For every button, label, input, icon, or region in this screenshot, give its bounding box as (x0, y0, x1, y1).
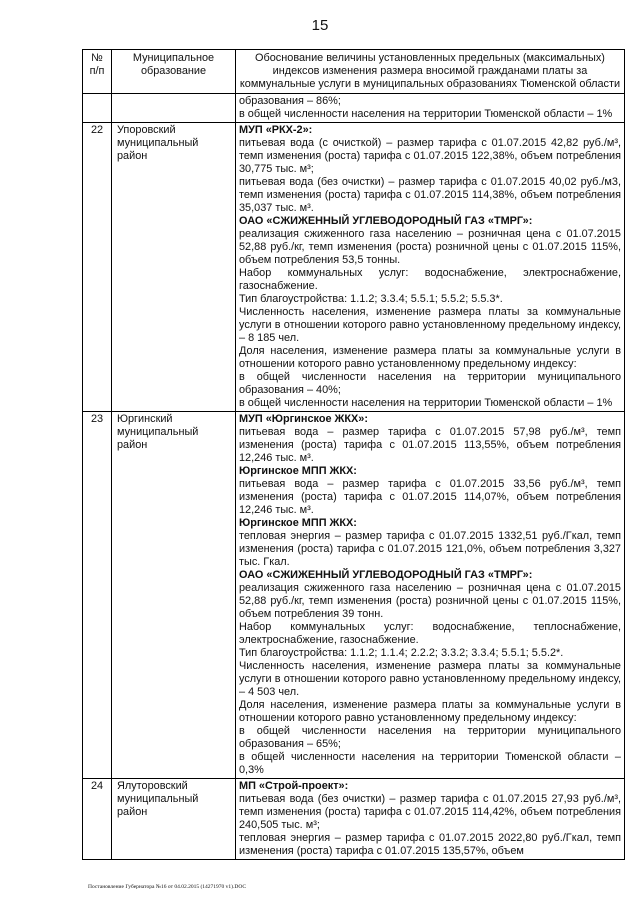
continuation-num (83, 94, 112, 123)
organization-heading: МУП «РКХ-2»: (239, 124, 313, 136)
justification-line: Набор коммунальных услуг: водоснабжение, теплоснабжение, электроснабжение, газоснабжение. (239, 621, 621, 646)
justification-line: питьевая вода – размер тарифа с 01.07.2015 33,56 руб./м³, темп изменения (роста) тарифа с 01.07.2015 114,07%, объем потребления 12,246 тыс. м³. (239, 478, 621, 516)
justification-line: Численность населения, изменение размера платы за коммунальные услуги в отношении которого равно установленному предельному индексу, – 8 185 чел. (239, 306, 621, 344)
justification-line: питьевая вода – размер тарифа с 01.07.2015 57,98 руб./м³, темп изменения (роста) тарифа с 01.07.2015 113,55%, объем потребления 12,246 тыс. м³. (239, 426, 621, 464)
justification-line: питьевая вода (без очистки) – размер тарифа с 01.07.2015 40,02 руб./м3, темп изменения (роста) тарифа с 01.07.2015 114,38%, объем потребления 35,037 тыс. м³. (239, 176, 621, 214)
justification-line: Численность населения, изменение размера платы за коммунальные услуги в отношении которого равно установленному предельному индексу, – 4 503 чел. (239, 660, 621, 698)
justification-cell (236, 123, 625, 412)
table-row (83, 123, 625, 412)
continuation-row (83, 94, 625, 123)
header-num-label: № п/п (89, 52, 105, 77)
justification-line: в общей численности населения на территории Тюменской области – 1% (239, 397, 613, 409)
header-municipality-label: Муниципальное образование (132, 52, 215, 77)
justification-line: Набор коммунальных услуг: водоснабжение, электроснабжение, газоснабжение. (239, 267, 621, 292)
organization-heading: МУП «Юргинское ЖКХ»: (239, 413, 368, 425)
justification-line: реализация сжиженного газа населению – розничная цена с 01.07.2015 52,88 руб./кг, темп изменения (роста) розничной цены с 01.07.2015 115%, объем потребления 39 тонн. (239, 582, 621, 620)
header-municipality (112, 50, 236, 94)
table-row (83, 412, 625, 779)
justification-line: в общей численности населения на территории муниципального образования – 65%; (239, 725, 621, 750)
continuation-municipality (112, 94, 236, 123)
organization-heading: МП «Строй-проект»: (239, 780, 349, 792)
tariff-justification-table (82, 49, 625, 860)
justification-line: Тип благоустройства: 1.1.2; 1.1.4; 2.2.2; 3.3.2; 3.3.4; 5.5.1; 5.5.2*. (239, 647, 564, 659)
justification-line: тепловая энергия – размер тарифа с 01.07.2015 1332,51 руб./Гкал, темп изменения (роста) тарифа с 01.07.2015 121,0%, объем потребления 3,327 тыс. Гкал. (239, 530, 621, 568)
row-number: 22 (83, 123, 112, 412)
continuation-line: образования – 86%; (239, 95, 341, 107)
justification-line: тепловая энергия – размер тарифа с 01.07.2015 2022,80 руб./Гкал, темп изменения (роста) тарифа с 01.07.2015 135,57%, объем (239, 832, 621, 857)
justification-cell (236, 779, 625, 860)
page-number: 15 (311, 17, 329, 34)
organization-heading: ОАО «СЖИЖЕННЫЙ УГЛЕВОДОРОДНЫЙ ГАЗ «ТМРГ»: (239, 215, 533, 227)
continuation-justification (236, 94, 625, 123)
justification-line: Доля населения, изменение размера платы за коммунальные услуги в отношении которого равно установленному предельному индексу: (239, 699, 621, 724)
organization-heading: Юргинское МПП ЖКХ: (239, 465, 357, 477)
justification-line: в общей численности населения на территории муниципального образования – 40%; (239, 371, 621, 396)
municipality-name: Ялуторовский муниципальный район (112, 779, 236, 860)
table-header-row (83, 50, 625, 94)
header-num (83, 50, 112, 94)
continuation-line: в общей численности населения на территории Тюменской области – 1% (239, 108, 613, 120)
justification-cell (236, 412, 625, 779)
justification-line: реализация сжиженного газа населению – розничная цена с 01.07.2015 52,88 руб./кг, темп изменения (роста) розничной цены с 01.07.2015 115%, объем потребления 53,5 тонны. (239, 228, 621, 266)
justification-line: питьевая вода (без очистки) – размер тарифа с 01.07.2015 27,93 руб./м³, темп изменения (роста) тарифа с 01.07.2015 114,42%, объем потребления 240,505 тыс. м³; (239, 793, 621, 831)
row-number: 23 (83, 412, 112, 779)
organization-heading: ОАО «СЖИЖЕННЫЙ УГЛЕВОДОРОДНЫЙ ГАЗ «ТМРГ»: (239, 569, 533, 581)
header-justification-label: Обоснование величины установленных предельных (максимальных) индексов изменения размера вносимой гражданами платы за коммунальные услуги в муниципальных образованиях Тюменской области (239, 52, 621, 90)
justification-line: питьевая вода (с очисткой) – размер тарифа с 01.07.2015 42,82 руб./м³, темп изменения (роста) тарифа с 01.07.2015 122,38%, объем потребления 30,775 тыс. м³; (239, 137, 621, 175)
organization-heading: Юргинское МПП ЖКХ: (239, 517, 357, 529)
header-justification (236, 50, 625, 94)
municipality-name: Юргинский муниципальный район (112, 412, 236, 779)
table-row (83, 779, 625, 860)
justification-line: Тип благоустройства: 1.1.2; 3.3.4; 5.5.1; 5.5.2; 5.5.3*. (239, 293, 503, 305)
justification-line: в общей численности населения на территории Тюменской области – 0,3% (239, 751, 621, 776)
document-footer: Постановление Губернатора №16 от 04.02.2015 (14271970 v1).DOC (88, 884, 247, 890)
row-number: 24 (83, 779, 112, 860)
justification-line: Доля населения, изменение размера платы за коммунальные услуги в отношении которого равно установленному предельному индексу: (239, 345, 621, 370)
municipality-name: Упоровский муниципальный район (112, 123, 236, 412)
